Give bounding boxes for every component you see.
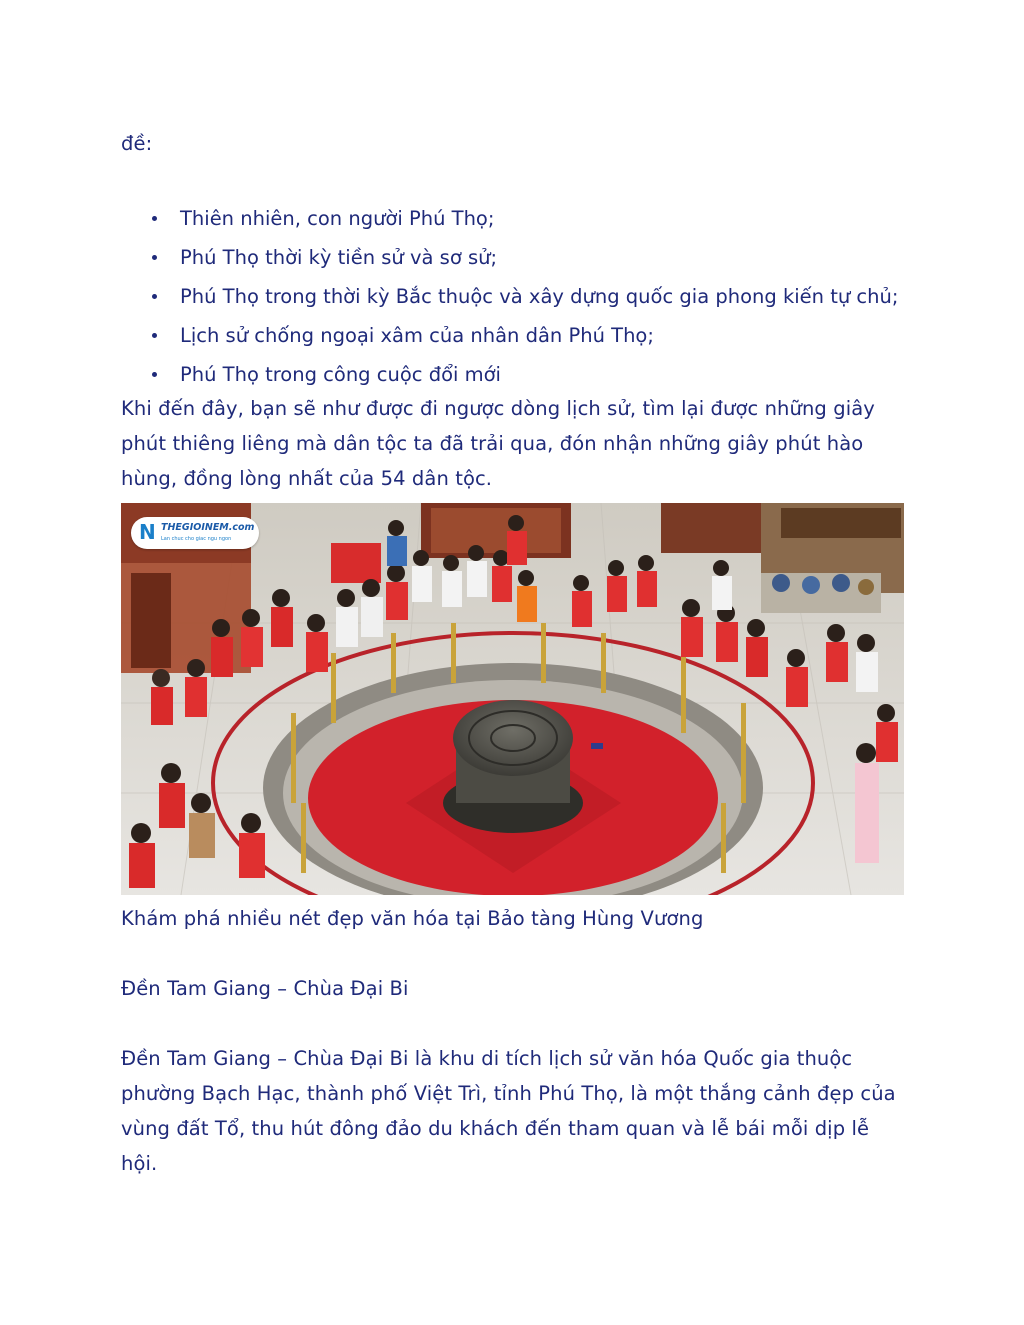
list-item: Lịch sử chống ngoại xâm của nhân dân Phú Thọ; <box>121 316 911 355</box>
section-heading: Đền Tam Giang – Chùa Đại Bi <box>121 977 409 1000</box>
logo-mark-icon: N <box>139 520 156 544</box>
museum-photo-illustration <box>121 503 904 895</box>
bullet-icon <box>152 372 157 377</box>
thegioinem-logo <box>131 517 259 549</box>
bullet-icon <box>152 294 157 299</box>
logo-text: THEGIOINEM.com <box>161 522 255 533</box>
list-item: Phú Thọ thời kỳ tiền sử và sơ sử; <box>121 238 911 277</box>
bullet-icon <box>152 255 157 260</box>
list-item: Phú Thọ trong công cuộc đổi mới <box>121 355 911 394</box>
topic-list <box>121 199 911 394</box>
paragraph-tam-giang: Đền Tam Giang – Chùa Đại Bi là khu di tích lịch sử văn hóa Quốc gia thuộc phường Bạch Hạc, thành phố Việt Trì, tỉnh Phú Thọ, là một thắng cảnh đẹp của vùng đất Tổ, thu hút đông đảo du khách đến tham quan và lễ bái mỗi dịp lễ hội. <box>121 1047 896 1175</box>
intro-text: đề: <box>121 132 153 155</box>
paragraph-history: Khi đến đây, bạn sẽ như được đi ngược dòng lịch sử, tìm lại được những giây phút thiêng liêng mà dân tộc ta đã trải qua, đón nhận những giây phút hào hùng, đồng lòng nhất của 54 dân tộc. <box>121 397 875 490</box>
bullet-icon <box>152 333 157 338</box>
list-item: Phú Thọ trong thời kỳ Bắc thuộc và xây dựng quốc gia phong kiến tự chủ; <box>121 277 911 316</box>
list-item: Thiên nhiên, con người Phú Thọ; <box>121 199 911 238</box>
logo-tagline: Lan chuc cho giac ngu ngon <box>161 536 232 542</box>
bullet-icon <box>152 216 157 221</box>
museum-photo <box>121 503 904 895</box>
photo-caption: Khám phá nhiều nét đẹp văn hóa tại Bảo tàng Hùng Vương <box>121 907 704 930</box>
